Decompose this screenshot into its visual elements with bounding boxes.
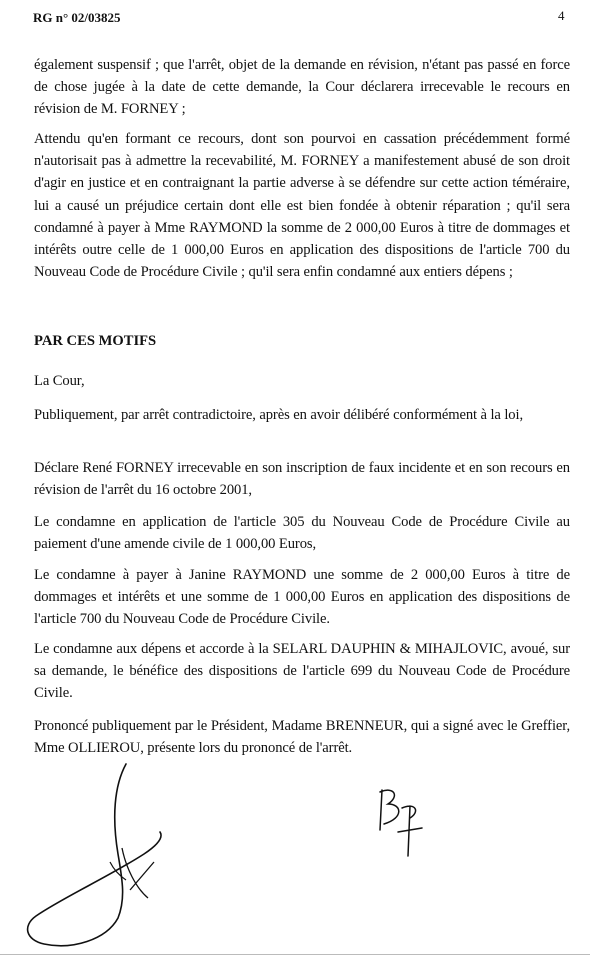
- page-bottom-edge: [0, 954, 590, 955]
- paragraph-suspensif: également suspensif ; que l'arrêt, objet de la demande en révision, n'étant pas passé en force de chose jugée à la date de cette demande, la Cour déclarera irrecevable le recours en révision de M. FORNEY ;: [34, 57, 570, 118]
- paragraph-attendu: Attendu qu'en formant ce recours, dont son pourvoi en cassation précédemment formé n'autorisait pas à admettre la recevabilité, M. FORNEY a manifestement abusé de son droit d'agir en justice et en contraignant la partie adverse à se défendre sur cette action téméraire, lui a causé un préjudice certain dont elle est bien fondée à obtenir réparation ; qu'il sera condamné à payer à Mme RAYMOND la somme de 2 000,00 Euros à titre de dommages et intérêts outre celle de 1 000,00 Euros en application des dispositions de l'article 700 du Nouveau Code de Procédure Civile ; qu'il sera enfin condamné aux entiers dépens ;: [34, 131, 570, 281]
- decision-prononce: Prononcé publiquement par le Président, Madame BRENNEUR, qui a signé avec le Greffier, Mme OLLIEROU, présente lors du prononcé de l'arrêt.: [34, 718, 570, 757]
- page-number: 4: [558, 8, 565, 23]
- case-reference: RG n° 02/03825: [33, 10, 121, 25]
- decision-publiquement: Publiquement, par arrêt contradictoire, après en avoir délibéré conformément à la loi,: [34, 407, 524, 423]
- decision-la-cour: La Cour,: [34, 373, 85, 389]
- decision-amende: Le condamne en application de l'article 305 du Nouveau Code de Procédure Civile au paiement d'une amende civile de 1 000,00 Euros,: [34, 514, 570, 553]
- section-heading: PAR CES MOTIFS: [34, 333, 157, 349]
- president-initials: [372, 784, 432, 864]
- decision-depens: Le condamne aux dépens et accorde à la SELARL DAUPHIN & MIHAJLOVIC, avoué, sur sa demande, le bénéfice des dispositions de l'article 699 du Nouveau Code de Procédure Civile.: [34, 641, 570, 702]
- greffier-signature: [14, 758, 184, 954]
- decision-condamne-payer: Le condamne à payer à Janine RAYMOND une somme de 2 000,00 Euros à titre de dommages et intérêts et une somme de 1 000,00 Euros en application des dispositions de l'article 700 du Nouveau Code de Procédure Civile.: [34, 567, 570, 628]
- decision-declare: Déclare René FORNEY irrecevable en son inscription de faux incidente et en son recours en révision de l'arrêt du 16 octobre 2001,: [34, 460, 570, 499]
